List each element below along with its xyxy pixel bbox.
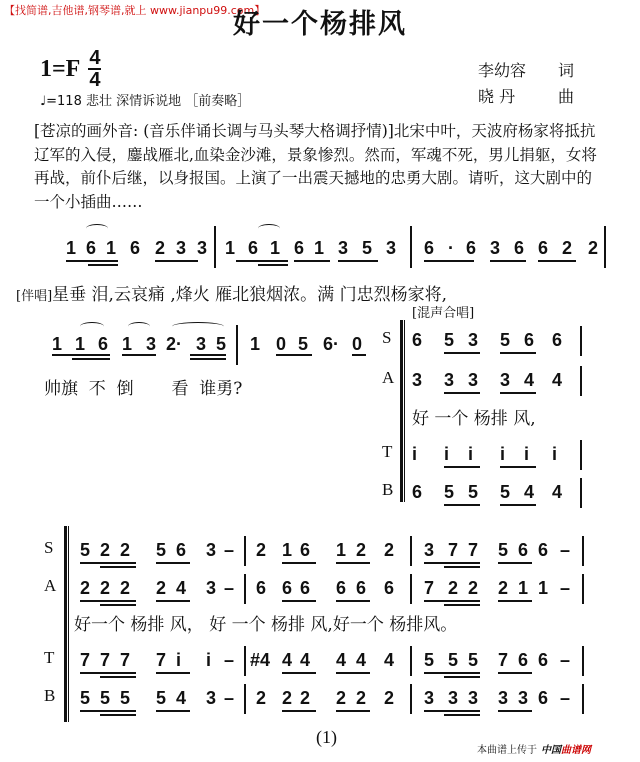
voice-t-note: 7 <box>80 650 91 670</box>
underline <box>72 358 110 360</box>
underline <box>258 264 288 266</box>
underline <box>338 260 378 262</box>
voice-s-note: 6 <box>412 330 423 350</box>
voice-s-note: 2 <box>384 540 395 560</box>
slur <box>172 322 224 331</box>
underline <box>444 466 480 468</box>
underline <box>538 260 576 262</box>
voice-a-note: 3 <box>206 578 217 598</box>
system-1-note: · <box>448 238 454 258</box>
chorus-label: [混声合唱] <box>412 306 475 321</box>
system-2-note: 5 <box>216 334 227 354</box>
underline <box>122 354 156 356</box>
voice-t-note: – <box>224 650 235 670</box>
underline <box>156 710 190 712</box>
voice-a-note: 4 <box>176 578 187 598</box>
barline <box>244 574 246 604</box>
composer-role: 曲 <box>557 87 574 106</box>
system-1-note: 2 <box>155 238 166 258</box>
underline <box>498 562 532 564</box>
upload-credit: 本曲谱上传于 中国曲谱网 <box>477 741 591 756</box>
barline <box>410 574 412 604</box>
underline <box>80 562 136 564</box>
voice-b-note: – <box>224 688 235 708</box>
key-label: 1=F <box>40 55 81 82</box>
system-2-lyrics: 帅旗 不 倒 看 谁勇? <box>44 379 243 399</box>
voice-a-note: 6 <box>356 578 367 598</box>
voice-b-note: 3 <box>518 688 529 708</box>
barline <box>604 226 606 268</box>
underline <box>498 710 532 712</box>
system-1-note: 5 <box>362 238 373 258</box>
tempo-marking: ♩=118 悲壮 深情诉说地 ［前奏略］ <box>40 94 251 109</box>
voice-b-note: 2 <box>300 688 311 708</box>
underline <box>156 562 190 564</box>
voice-t-note: #4 <box>250 650 271 670</box>
voice-t-note: 6 <box>518 650 529 670</box>
system-1-note: 6 <box>86 238 97 258</box>
underline <box>424 710 480 712</box>
underline <box>500 504 536 506</box>
barline <box>582 646 584 676</box>
underline <box>500 392 536 394</box>
voice-a-note: 1 <box>518 578 529 598</box>
voice-b-note: 4 <box>524 482 535 502</box>
voice-s-note: 5 <box>156 540 167 560</box>
underline <box>156 600 190 602</box>
voice-s-note: 6 <box>524 330 535 350</box>
voice-t-note: i <box>500 444 506 464</box>
voice-b-note: 3 <box>206 688 217 708</box>
system-1-note: 1 <box>225 238 236 258</box>
system-1-note: 6 <box>248 238 259 258</box>
voice-s-note: 1 <box>282 540 293 560</box>
underline <box>52 354 110 356</box>
barline <box>410 536 412 566</box>
underline <box>424 260 474 262</box>
underline <box>444 676 480 678</box>
underline <box>276 354 312 356</box>
brace <box>404 320 405 502</box>
voice-s-note: 6 <box>176 540 187 560</box>
voice-s-note: 3 <box>206 540 217 560</box>
credits <box>478 58 574 110</box>
system-3-lyrics: 好一个 杨排 风， 好 一个 杨排 风,好一个 杨排风。 <box>74 615 458 635</box>
voice-b-note: 2 <box>256 688 267 708</box>
voice-t-note: i <box>176 650 182 670</box>
underline <box>444 504 480 506</box>
voice-b-note: 6 <box>538 688 549 708</box>
voice-t-note: 7 <box>100 650 111 670</box>
voice-s-note: 6 <box>518 540 529 560</box>
system-1-note: 6 <box>538 238 549 258</box>
voice-b-note: 3 <box>498 688 509 708</box>
barline <box>580 478 582 508</box>
underline <box>100 676 136 678</box>
voice-b-note: 3 <box>468 688 479 708</box>
barline <box>214 226 216 268</box>
voice-a-note: 2 <box>100 578 111 598</box>
voice-t-note: 4 <box>336 650 347 670</box>
voice-label-b: B <box>382 480 394 499</box>
voice-b-note: 6 <box>412 482 423 502</box>
voice-t-note: 5 <box>468 650 479 670</box>
underline <box>282 710 316 712</box>
underline <box>352 354 366 356</box>
voice-t-note: i <box>552 444 558 464</box>
voice-a-note: 2 <box>448 578 459 598</box>
underline <box>444 566 480 568</box>
voice-b-note: 4 <box>176 688 187 708</box>
accompaniment-label: [伴唱] <box>16 289 53 304</box>
page-number: (1) <box>316 727 337 747</box>
underline <box>100 604 136 606</box>
voice-t-note: 7 <box>156 650 167 670</box>
underline <box>80 672 136 674</box>
voice-a-note: 2 <box>468 578 479 598</box>
voice-b-note: 5 <box>100 688 111 708</box>
voice-label-t: T <box>382 442 393 461</box>
system-1-note: 3 <box>197 238 208 258</box>
system-2-note: 1 <box>122 334 133 354</box>
voice-a-note: – <box>560 578 571 598</box>
underline <box>100 714 136 716</box>
voice-b-note: 5 <box>468 482 479 502</box>
voice-t-note: 4 <box>282 650 293 670</box>
key-signature <box>40 48 101 90</box>
voice-a-note: 2 <box>120 578 131 598</box>
underline <box>100 566 136 568</box>
barline <box>582 536 584 566</box>
lyricist-role: 词 <box>557 61 574 80</box>
voice-a-note: 3 <box>468 370 479 390</box>
voice-label-s: S <box>382 328 392 347</box>
system-1-note: 6 <box>514 238 525 258</box>
barline <box>244 536 246 566</box>
underline <box>336 672 370 674</box>
voice-b-note: 2 <box>356 688 367 708</box>
system-1-note: 1 <box>314 238 325 258</box>
voice-s-note: 5 <box>444 330 455 350</box>
voice-a-note: 6 <box>384 578 395 598</box>
voice-a-note: 3 <box>500 370 511 390</box>
underline <box>336 710 370 712</box>
voice-label-s: S <box>44 538 54 557</box>
voice-t-note: i <box>524 444 530 464</box>
system-1-note: 3 <box>338 238 349 258</box>
underline <box>155 260 198 262</box>
voice-s-note: 3 <box>424 540 435 560</box>
barline <box>582 574 584 604</box>
voice-s-note: 3 <box>468 330 479 350</box>
system-1-note: 1 <box>270 238 281 258</box>
voice-a-note: 2 <box>498 578 509 598</box>
voice-t-note: i <box>468 444 474 464</box>
voice-a-note: 6 <box>300 578 311 598</box>
voice-label-b: B <box>44 686 56 705</box>
voice-a-note: 4 <box>524 370 535 390</box>
underline <box>444 352 480 354</box>
underline <box>190 358 226 360</box>
system-1-note: 6 <box>294 238 305 258</box>
voice-s-note: – <box>224 540 235 560</box>
voice-label-a: A <box>44 576 57 595</box>
underline <box>500 352 536 354</box>
system-2-note: 0 <box>276 334 287 354</box>
system-1-note: 1 <box>66 238 77 258</box>
voice-s-note: 7 <box>468 540 479 560</box>
voice-s-note: 6 <box>300 540 311 560</box>
voice-b-note: 5 <box>500 482 511 502</box>
voice-b-note: 5 <box>80 688 91 708</box>
voice-s-note: 2 <box>120 540 131 560</box>
system-1-note: 3 <box>386 238 397 258</box>
slur <box>258 224 280 233</box>
barline <box>236 325 238 365</box>
system-2-note: 0 <box>352 334 363 354</box>
barline <box>580 366 582 396</box>
underline <box>424 562 480 564</box>
system-1-note: 6 <box>130 238 141 258</box>
system-2-note: 3 <box>146 334 157 354</box>
voice-t-note: 5 <box>448 650 459 670</box>
underline <box>88 264 118 266</box>
voice-a-note: 3 <box>412 370 423 390</box>
system-1-lyrics: [伴唱]星垂 泪,云哀痛 ,烽火 雁北狼烟浓。满 门忠烈杨家将, <box>16 285 447 305</box>
chorus-lyrics-1: 好 一个 杨排 风, <box>412 409 536 429</box>
intro-narration: [苍凉的画外音: (音乐伴诵长调与马头琴大格调抒情)]北宋中叶，天波府杨家将抵抗辽军的入侵，鏖战雁北,血染金沙滩，景象惨烈。然而，军魂不死，男儿捐躯，女将再战，前仆后继，以身报国。上演了一出震天撼地的忠勇大剧。请听，这大剧中的一个小插曲…… <box>34 122 597 211</box>
barline <box>410 226 412 268</box>
composer-name: 晓 丹 <box>478 87 516 106</box>
voice-a-note: 2 <box>156 578 167 598</box>
barline <box>580 440 582 470</box>
system-1-note: 2 <box>562 238 573 258</box>
song-title: 好一个杨排风 <box>233 9 407 40</box>
voice-s-note: – <box>560 540 571 560</box>
voice-t-note: 5 <box>424 650 435 670</box>
voice-a-note: 6 <box>256 578 267 598</box>
system-2-note: 2· <box>166 334 183 354</box>
voice-s-note: 5 <box>80 540 91 560</box>
underline <box>66 260 118 262</box>
system-1-note: 3 <box>490 238 501 258</box>
voice-a-note: 3 <box>444 370 455 390</box>
voice-b-note: 2 <box>282 688 293 708</box>
voice-s-note: 2 <box>256 540 267 560</box>
underline <box>444 714 480 716</box>
voice-s-note: 1 <box>336 540 347 560</box>
underline <box>282 600 316 602</box>
voice-s-note: 6 <box>552 330 563 350</box>
voice-t-note: 4 <box>384 650 395 670</box>
underline <box>282 562 316 564</box>
underline <box>156 672 190 674</box>
voice-label-t: T <box>44 648 55 667</box>
underline <box>190 354 226 356</box>
system-1-note: 3 <box>176 238 187 258</box>
system-2-note: 1 <box>52 334 63 354</box>
voice-t-note: i <box>206 650 212 670</box>
underline <box>424 672 480 674</box>
underline <box>336 600 370 602</box>
voice-a-note: 7 <box>424 578 435 598</box>
underline <box>80 600 136 602</box>
system-2-note: 3 <box>196 334 207 354</box>
system-2-note: 1 <box>250 334 261 354</box>
brace <box>400 320 403 502</box>
barline <box>244 684 246 714</box>
system-1-note: 2 <box>588 238 599 258</box>
underline <box>80 710 136 712</box>
underline <box>236 260 288 262</box>
voice-a-note: 2 <box>80 578 91 598</box>
voice-a-note: – <box>224 578 235 598</box>
system-2-note: 5 <box>298 334 309 354</box>
voice-a-note: 4 <box>552 370 563 390</box>
voice-b-note: 5 <box>444 482 455 502</box>
system-1-note: 1 <box>106 238 117 258</box>
underline <box>424 600 480 602</box>
voice-b-note: 2 <box>336 688 347 708</box>
voice-b-note: – <box>560 688 571 708</box>
system-2-note: 6· <box>323 334 340 354</box>
voice-s-note: 5 <box>500 330 511 350</box>
voice-a-note: 6 <box>336 578 347 598</box>
underline <box>498 600 532 602</box>
voice-a-note: 6 <box>282 578 293 598</box>
barline <box>582 684 584 714</box>
underline <box>498 672 532 674</box>
underline <box>444 392 480 394</box>
voice-t-note: i <box>412 444 418 464</box>
voice-t-note: 7 <box>498 650 509 670</box>
voice-b-note: 3 <box>424 688 435 708</box>
underline <box>444 604 480 606</box>
time-signature: $\frac{4}{4}$ <box>89 47 101 91</box>
underline <box>336 562 370 564</box>
voice-t-note: – <box>560 650 571 670</box>
system-1-note: 6 <box>424 238 435 258</box>
barline <box>410 646 412 676</box>
slur <box>128 322 150 331</box>
voice-t-note: 4 <box>300 650 311 670</box>
system-2-note: 1 <box>75 334 86 354</box>
underline <box>294 260 330 262</box>
voice-s-note: 5 <box>498 540 509 560</box>
system-2-note: 6 <box>98 334 109 354</box>
voice-s-note: 2 <box>100 540 111 560</box>
voice-s-note: 6 <box>538 540 549 560</box>
voice-b-note: 4 <box>552 482 563 502</box>
brace <box>68 526 69 722</box>
slur <box>80 322 104 331</box>
barline <box>580 326 582 356</box>
voice-t-note: 7 <box>120 650 131 670</box>
voice-label-a: A <box>382 368 395 387</box>
voice-a-note: 1 <box>538 578 549 598</box>
voice-b-note: 2 <box>384 688 395 708</box>
watermark-banner[interactable]: 【找简谱,吉他谱,钢琴谱,就上 www.jianpu99.com】 <box>4 4 266 17</box>
underline <box>500 466 536 468</box>
brace <box>64 526 67 722</box>
underline <box>490 260 526 262</box>
barline <box>410 684 412 714</box>
barline <box>244 646 246 676</box>
lyricist-name: 李幼容 <box>478 61 527 80</box>
underline <box>282 672 316 674</box>
voice-b-note: 5 <box>120 688 131 708</box>
voice-s-note: 7 <box>448 540 459 560</box>
voice-t-note: 4 <box>356 650 367 670</box>
slur <box>86 224 108 233</box>
voice-b-note: 5 <box>156 688 167 708</box>
voice-t-note: i <box>444 444 450 464</box>
voice-t-note: 6 <box>538 650 549 670</box>
voice-s-note: 2 <box>356 540 367 560</box>
voice-b-note: 3 <box>448 688 459 708</box>
system-1-note: 6 <box>466 238 477 258</box>
site-logo[interactable]: 中国曲谱网 <box>541 745 591 756</box>
